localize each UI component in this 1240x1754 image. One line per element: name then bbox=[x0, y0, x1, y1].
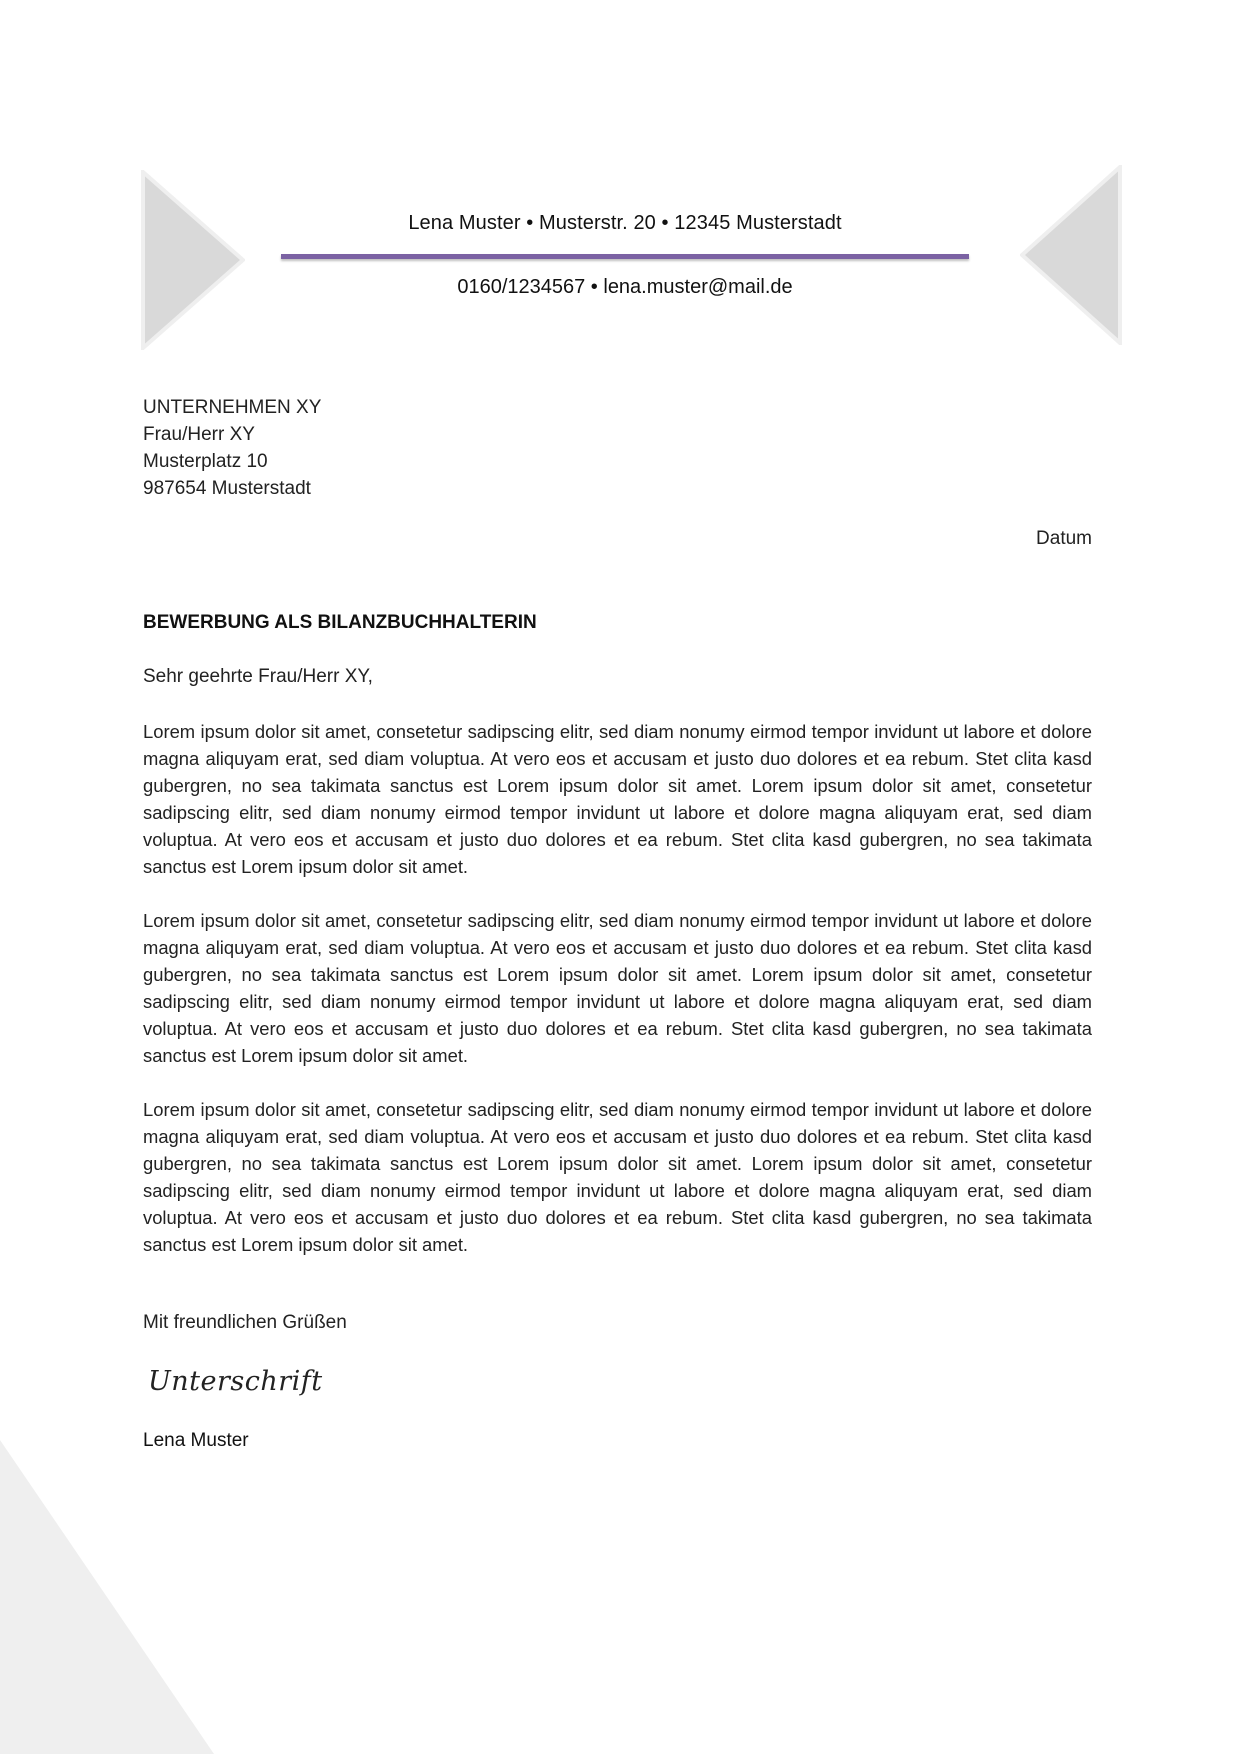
letter-salutation: Sehr geehrte Frau/Herr XY, bbox=[143, 666, 373, 687]
body-paragraph: Lorem ipsum dolor sit amet, consetetur sadipscing elitr, sed diam nonumy eirmod tempor invidunt ut labore et dolore magna aliquyam erat, sed diam voluptua. At vero eos et accusam et justo duo dolores et ea rebum. Stet clita kasd gubergren, no sea takimata sanctus est Lorem ipsum dolor sit amet. Lorem ipsum dolor sit amet, consetetur sadipscing elitr, sed diam nonumy eirmod tempor invidunt ut labore et dolore magna aliquyam erat, sed diam voluptua. At vero eos et accusam et justo duo dolores et ea rebum. Stet clita kasd gubergren, no sea takimata sanctus est Lorem ipsum dolor sit amet. bbox=[143, 910, 1092, 1066]
recipient-contact: Frau/Herr XY bbox=[143, 424, 255, 445]
sender-name: Lena Muster bbox=[143, 1430, 249, 1451]
sender-address-line: Lena Muster • Musterstr. 20 • 12345 Musterstadt bbox=[408, 212, 842, 234]
corner-triangle-decoration bbox=[0, 1440, 214, 1754]
signature: Unterschrift bbox=[148, 1366, 323, 1397]
body-paragraph: Lorem ipsum dolor sit amet, consetetur sadipscing elitr, sed diam nonumy eirmod tempor invidunt ut labore et dolore magna aliquyam erat, sed diam voluptua. At vero eos et accusam et justo duo dolores et ea rebum. Stet clita kasd gubergren, no sea takimata sanctus est Lorem ipsum dolor sit amet. Lorem ipsum dolor sit amet, consetetur sadipscing elitr, sed diam nonumy eirmod tempor invidunt ut labore et dolore magna aliquyam erat, sed diam voluptua. At vero eos et accusam et justo duo dolores et ea rebum. Stet clita kasd gubergren, no sea takimata sanctus est Lorem ipsum dolor sit amet. bbox=[143, 721, 1092, 877]
letter-body bbox=[143, 718, 1092, 1285]
body-paragraph: Lorem ipsum dolor sit amet, consetetur sadipscing elitr, sed diam nonumy eirmod tempor invidunt ut labore et dolore magna aliquyam erat, sed diam voluptua. At vero eos et accusam et justo duo dolores et ea rebum. Stet clita kasd gubergren, no sea takimata sanctus est Lorem ipsum dolor sit amet. Lorem ipsum dolor sit amet, consetetur sadipscing elitr, sed diam nonumy eirmod tempor invidunt ut labore et dolore magna aliquyam erat, sed diam voluptua. At vero eos et accusam et justo duo dolores et ea rebum. Stet clita kasd gubergren, no sea takimata sanctus est Lorem ipsum dolor sit amet. bbox=[143, 1099, 1092, 1255]
letter-date: Datum bbox=[1036, 528, 1092, 549]
recipient-company: UNTERNEHMEN XY bbox=[143, 397, 322, 418]
letter-closing: Mit freundlichen Grüßen bbox=[143, 1312, 347, 1333]
recipient-address bbox=[143, 394, 321, 502]
recipient-city: 987654 Musterstadt bbox=[143, 478, 311, 499]
recipient-street: Musterplatz 10 bbox=[143, 451, 268, 472]
sender-contact-line: 0160/1234567 • lena.muster@mail.de bbox=[457, 276, 793, 298]
right-triangle-decoration bbox=[1020, 165, 1122, 345]
letter-subject: BEWERBUNG ALS BILANZBUCHHALTERIN bbox=[143, 612, 537, 633]
left-triangle-decoration bbox=[141, 170, 245, 350]
header-accent-bar bbox=[281, 254, 969, 259]
